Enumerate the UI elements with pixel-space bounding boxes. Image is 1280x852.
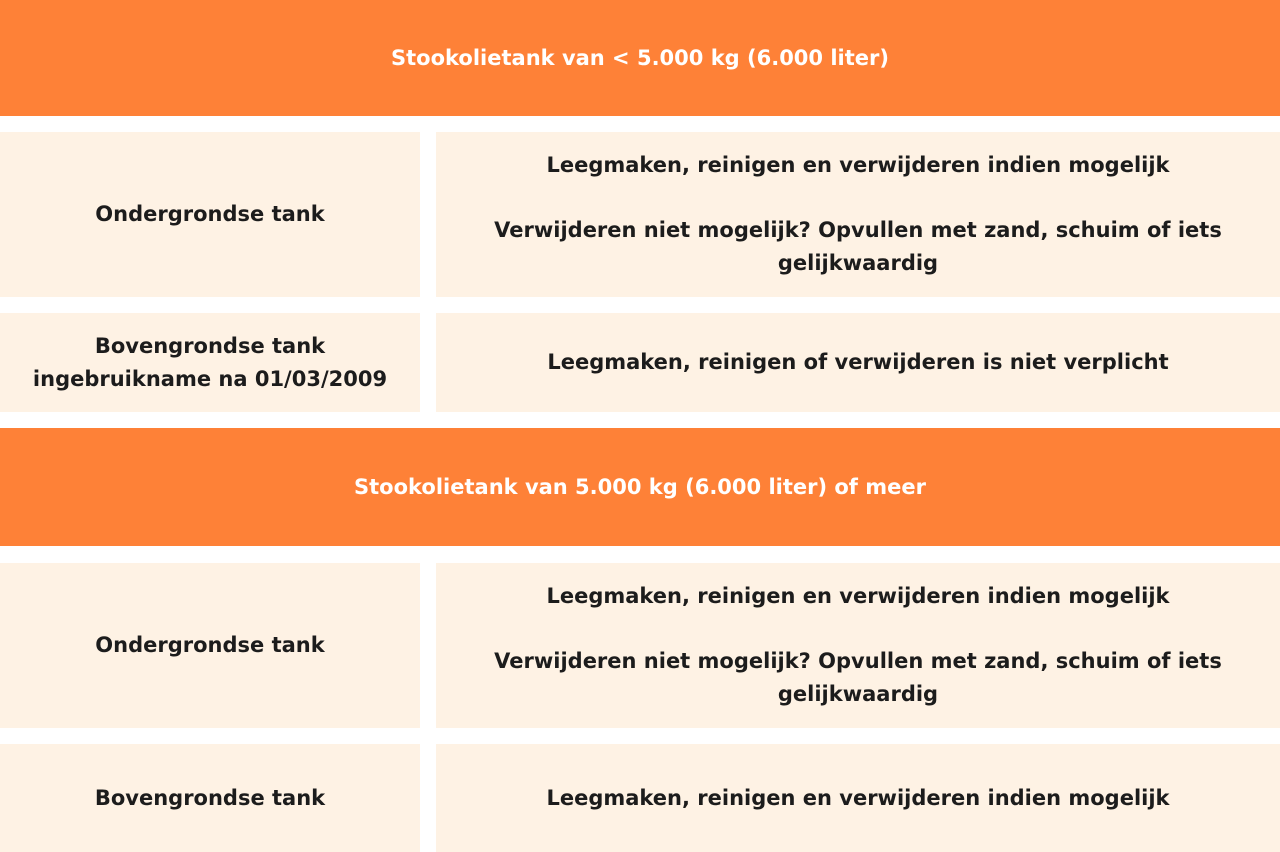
section-header-text: Stookolietank van < 5.000 kg (6.000 liter) [391,46,889,70]
row-label-text: Bovengrondse tank [94,333,326,358]
row-label-aboveground-small [0,313,420,412]
row-label-text: ingebruikname na 01/03/2009 [32,366,388,391]
row-requirement-aboveground-large [436,744,1280,852]
row-label-aboveground-large [0,744,420,852]
row-label-underground-large [0,563,420,728]
requirement-text: Verwijderen niet mogelijk? Opvullen met zand, schuim of iets gelijkwaardig [494,218,1222,275]
requirement-text: Leegmaken, reinigen of verwijderen is niet verplicht [547,350,1169,374]
requirement-text: Verwijderen niet mogelijk? Opvullen met zand, schuim of iets gelijkwaardig [494,649,1222,706]
row-requirement-aboveground-small [436,313,1280,412]
section-header-large-tank [0,428,1280,546]
row-requirement-underground-small [436,132,1280,297]
requirement-text: Leegmaken, reinigen en verwijderen indien mogelijk [546,153,1170,177]
section-header-text: Stookolietank van 5.000 kg (6.000 liter) of meer [354,475,926,499]
row-label-text: Ondergrondse tank [95,633,325,657]
row-label-text: Bovengrondse tank [94,785,326,810]
requirement-text: Leegmaken, reinigen en verwijderen indien mogelijk [546,584,1170,608]
row-label-text: Ondergrondse tank [95,202,325,226]
row-label-underground-small [0,132,420,297]
requirement-text: Leegmaken, reinigen en verwijderen indien mogelijk [546,785,1170,810]
section-header-small-tank [0,0,1280,116]
row-requirement-underground-large [436,563,1280,728]
